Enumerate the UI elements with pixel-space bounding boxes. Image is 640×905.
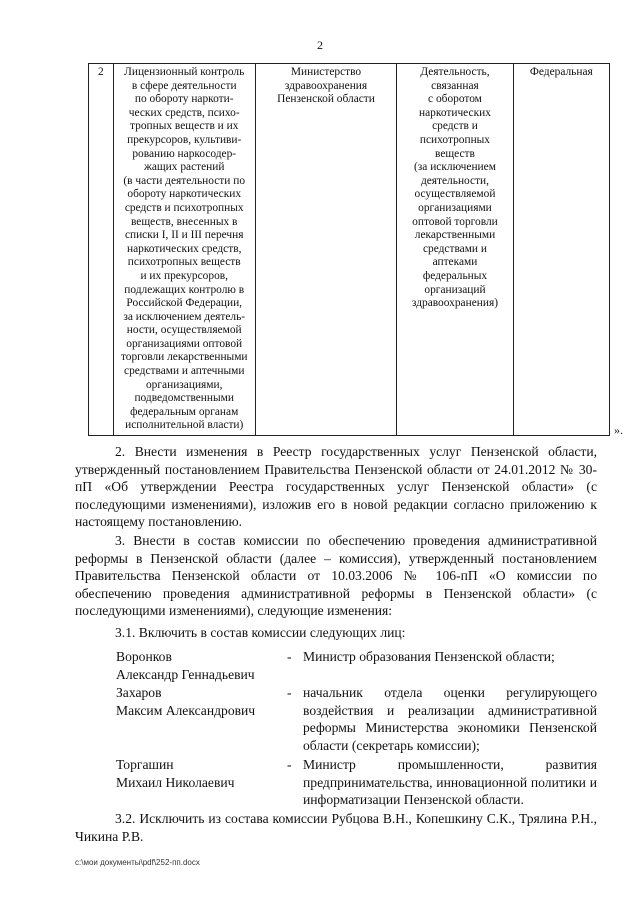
authority-cell: Министерство здравоохранения Пензенской области: [255, 64, 397, 436]
member-name: Воронков Александр Геннадьевич: [116, 649, 255, 682]
file-path-footer: c:\мои документы\pdf\252-пп.docx: [75, 858, 200, 867]
member-role: Министр промышленности, развития предпринимательства, инновационной политики и информатизации Пензенской области.: [303, 757, 597, 808]
member-name: Торгашин Михаил Николаевич: [116, 757, 235, 790]
table-row: [89, 64, 610, 436]
closing-quote: ».: [614, 423, 623, 437]
paragraph-3-2: 3.2. Исключить из состава комиссии Рубцова В.Н., Копешкину С.К., Трялина Р.Н., Чикина Р.В.: [75, 811, 597, 844]
member-dash: -: [287, 757, 292, 772]
paragraph-3-1: 3.1. Включить в состав комиссии следующих лиц:: [115, 625, 406, 640]
member-name: Захаров Максим Александрович: [116, 685, 256, 718]
paragraph-2: 2. Внести изменения в Реестр государственных услуг Пензенской области, утвержденный постановлением Правительства Пензенской области от 24.01.2012 № 30-пП «Об утверждении Реестра государственных услуг Пензенской области» (с последующими изменениями), изложив его в новой редакции согласно приложению к настоящему постановлению.: [75, 444, 597, 530]
member-role: Министр образования Пензенской области;: [303, 649, 555, 664]
level-cell: Федеральная: [513, 64, 609, 436]
member-dash: -: [287, 685, 292, 700]
services-registry-table: [88, 63, 610, 436]
service-name-cell: Лицензионный контроль в сфере деятельности по обороту наркоти- ческих средств, психо- тропных веществ и их прекурсоров, культиви- рованию наркосодер- жащих растений (в части деятельности по обороту наркотических средств и психотропных веществ, внесенных в списки I, II и III перечня наркотических средств, психотропных веществ и их прекурсоров, подлежащих контролю в Российской Федерации, за исключением деятель- ности, осуществляемой организациями оптовой торговли лекарственными средствами и аптечными организациями, подведомственными федеральным органам исполнительной власти): [113, 64, 255, 436]
member-role: начальник отдела оценки регулирующего воздействия и реализации административной реформы Министерства экономики Пензенской области (секретарь комиссии);: [303, 685, 597, 753]
activity-cell: Деятельность, связанная с оборотом наркотических средств и психотропных веществ (за исключением деятельности, осуществляемой организациями оптовой торговли лекарственными средствами и аптеками федеральных организаций здравоохранения): [397, 64, 513, 436]
member-dash: -: [287, 649, 292, 664]
page-number: 2: [317, 38, 323, 52]
row-number-cell: 2: [89, 64, 114, 436]
paragraph-3: 3. Внести в состав комиссии по обеспечению проведения административной реформы в Пензенской области (далее – комиссия), утвержденный постановлением Правительства Пензенской области от 10.03.2006 № 106-пП «О комиссии по обеспечению проведения административной реформы в Пензенской области» (с последующими изменениями), следующие изменения:: [75, 533, 597, 619]
